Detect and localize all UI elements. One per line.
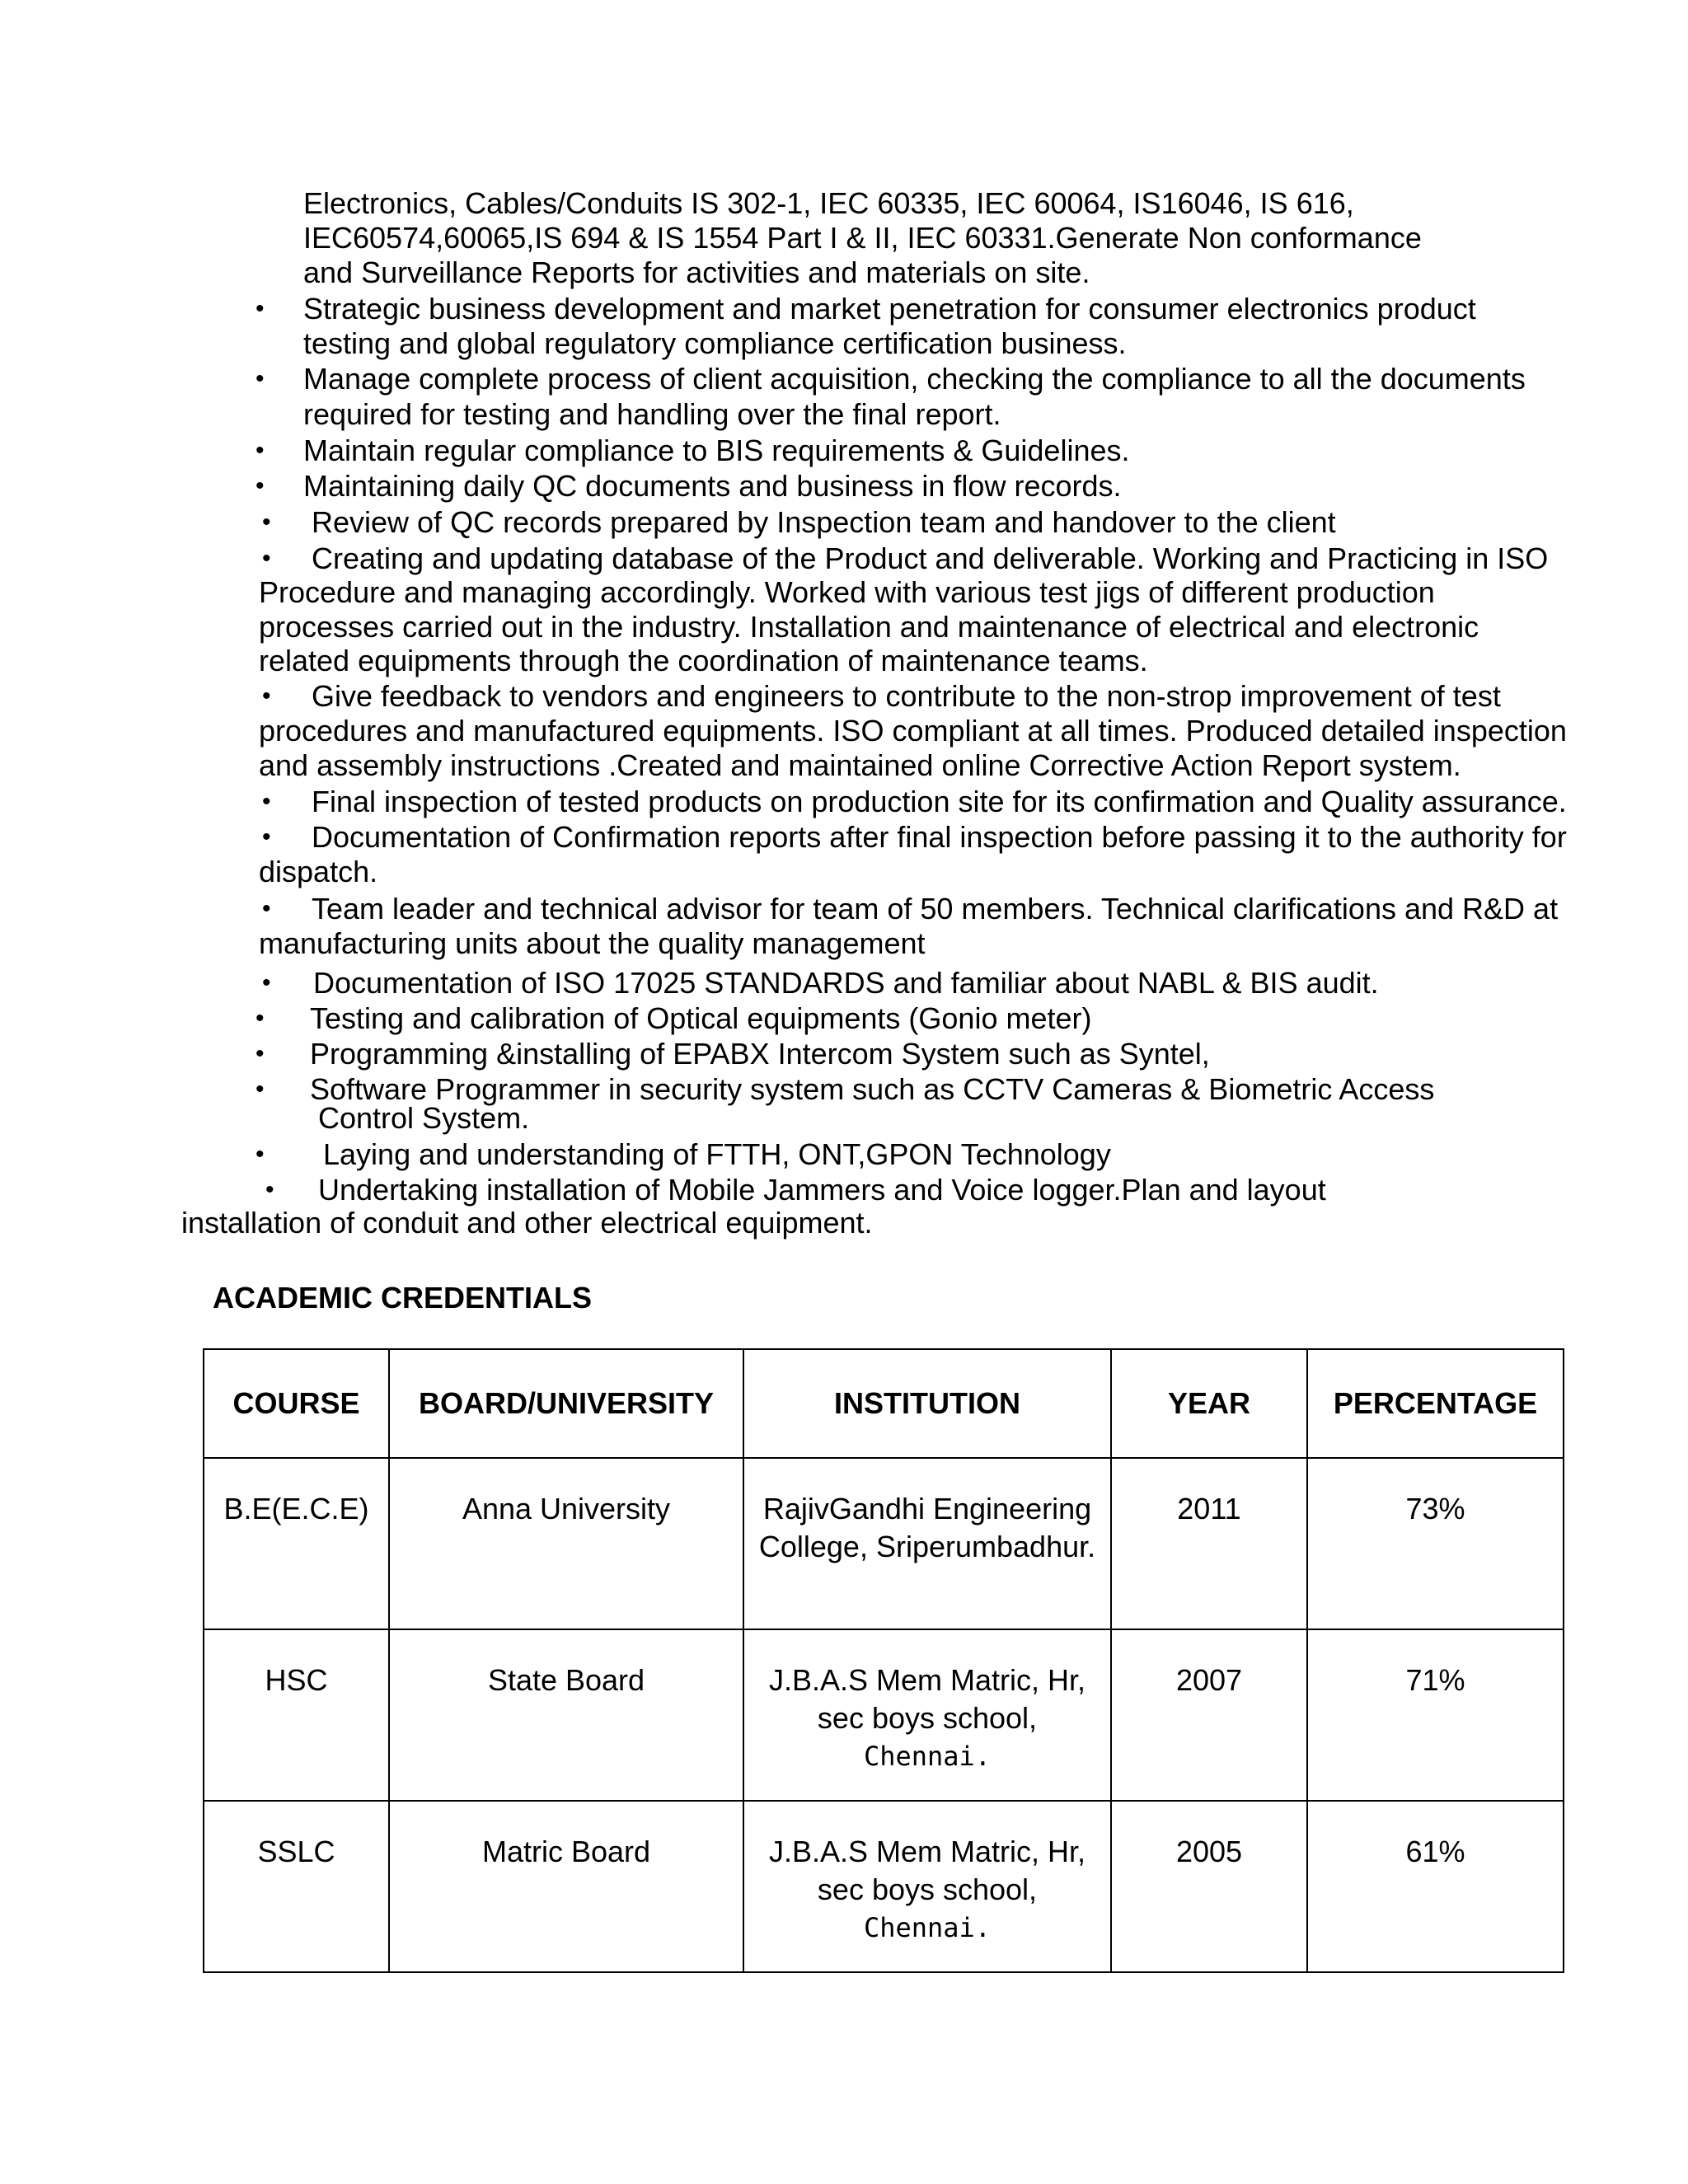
institution-line: College, Sriperumbadhur. <box>758 1530 1096 1563</box>
bullet-icon: • <box>262 823 271 851</box>
bullet-icon: • <box>256 437 265 464</box>
experience-line: and assembly instructions .Created and maintained online Corrective Action Report system. <box>259 748 1461 782</box>
experience-line: Undertaking installation of Mobile Jammers and Voice logger.Plan and layout <box>318 1173 1326 1207</box>
experience-line: procedures and manufactured equipments. ISO compliant at all times. Produced detailed inspection <box>259 714 1567 748</box>
experience-line: required for testing and handling over the final report. <box>303 397 1001 431</box>
table-row <box>204 1629 1564 1801</box>
column-header-institution: INSTITUTION <box>743 1349 1111 1458</box>
institution-cell <box>743 1629 1111 1801</box>
bullet-icon: • <box>256 1076 265 1103</box>
board-cell: Anna University <box>389 1458 743 1629</box>
experience-line: Team leader and technical advisor for team of 50 members. Technical clarifications and R&D at <box>312 892 1559 926</box>
table-header-row <box>204 1349 1564 1458</box>
experience-line: Final inspection of tested products on production site for its confirmation and Quality assurance. <box>312 785 1567 818</box>
experience-line: Control System. <box>318 1101 530 1135</box>
percentage-cell: 73% <box>1307 1458 1564 1629</box>
bullet-icon: • <box>256 1040 265 1067</box>
course-cell: B.E(E.C.E) <box>204 1458 389 1629</box>
column-header-course: COURSE <box>204 1349 389 1458</box>
year-cell: 2007 <box>1111 1629 1307 1801</box>
experience-line: dispatch. <box>259 855 378 888</box>
bullet-icon: • <box>262 969 271 996</box>
experience-line: Maintaining daily QC documents and business in flow records. <box>303 469 1122 503</box>
year-cell: 2011 <box>1111 1458 1307 1629</box>
experience-line: installation of conduit and other electrical equipment. <box>181 1206 873 1240</box>
bullet-icon: • <box>265 1176 274 1203</box>
experience-line: manufacturing units about the quality management <box>259 926 926 960</box>
percentage-cell: 61% <box>1307 1801 1564 1972</box>
percentage-cell: 71% <box>1307 1629 1564 1801</box>
institution-line: J.B.A.S Mem Matric, Hr, <box>768 1663 1086 1697</box>
experience-line: testing and global regulatory compliance certification business. <box>303 326 1127 360</box>
institution-line: Chennai. <box>863 1741 992 1772</box>
institution-line: RajivGandhi Engineering <box>762 1492 1092 1526</box>
bullet-icon: • <box>256 365 265 392</box>
institution-cell <box>743 1801 1111 1972</box>
experience-line: Strategic business development and market penetration for consumer electronics product <box>303 292 1476 326</box>
institution-line: J.B.A.S Mem Matric, Hr, <box>768 1835 1086 1868</box>
bullet-icon: • <box>262 895 271 922</box>
bullet-icon: • <box>256 1141 265 1168</box>
experience-line: IEC60574,60065,IS 694 & IS 1554 Part I & II, IEC 60331.Generate Non conformance <box>303 221 1422 255</box>
bullet-icon: • <box>262 788 271 815</box>
experience-line: Documentation of Confirmation reports after final inspection before passing it to the authority for <box>312 820 1567 854</box>
bullet-icon: • <box>262 682 271 710</box>
experience-line: Maintain regular compliance to BIS requirements & Guidelines. <box>303 434 1130 467</box>
experience-line: Laying and understanding of FTTH, ONT,GPON Technology <box>323 1137 1111 1171</box>
column-header-board: BOARD/UNIVERSITY <box>389 1349 743 1458</box>
experience-line: processes carried out in the industry. Installation and maintenance of electrical and electronic <box>259 610 1479 644</box>
section-heading-academic: ACADEMIC CREDENTIALS <box>213 1281 593 1315</box>
year-cell: 2005 <box>1111 1801 1307 1972</box>
experience-line: Creating and updating database of the Product and deliverable. Working and Practicing in ISO <box>312 541 1549 575</box>
bullet-icon: • <box>256 1005 265 1032</box>
course-cell: HSC <box>204 1629 389 1801</box>
institution-cell <box>743 1458 1111 1629</box>
board-cell: Matric Board <box>389 1801 743 1972</box>
column-header-year: YEAR <box>1111 1349 1307 1458</box>
experience-line: related equipments through the coordination of maintenance teams. <box>259 644 1148 677</box>
course-cell: SSLC <box>204 1801 389 1972</box>
experience-line: Procedure and managing accordingly. Worked with various test jigs of different production <box>259 575 1435 609</box>
experience-line: Electronics, Cables/Conduits IS 302-1, IEC 60335, IEC 60064, IS16046, IS 616, <box>303 186 1354 220</box>
column-header-percentage: PERCENTAGE <box>1307 1349 1564 1458</box>
institution-line: sec boys school, <box>817 1872 1038 1906</box>
academic-credentials-table <box>203 1348 1564 1973</box>
experience-line: Give feedback to vendors and engineers to contribute to the non-strop improvement of test <box>312 679 1501 713</box>
bullet-icon: • <box>262 509 271 536</box>
bullet-icon: • <box>256 295 265 322</box>
table-row <box>204 1458 1564 1629</box>
experience-line: Testing and calibration of Optical equipments (Gonio meter) <box>310 1001 1092 1035</box>
experience-line: Manage complete process of client acquisition, checking the compliance to all the documents <box>303 362 1526 396</box>
institution-line: Chennai. <box>863 1912 992 1943</box>
bullet-icon: • <box>262 545 271 572</box>
table-row <box>204 1801 1564 1972</box>
experience-line: and Surveillance Reports for activities and materials on site. <box>303 255 1090 289</box>
experience-line: Review of QC records prepared by Inspection team and handover to the client <box>312 505 1336 539</box>
experience-line: Documentation of ISO 17025 STANDARDS and familiar about NABL & BIS audit. <box>313 966 1379 1000</box>
experience-line: Programming &installing of EPABX Intercom System such as Syntel, <box>310 1037 1210 1071</box>
bullet-icon: • <box>256 472 265 499</box>
institution-line: sec boys school, <box>817 1701 1038 1735</box>
board-cell: State Board <box>389 1629 743 1801</box>
experience-line: Software Programmer in security system such as CCTV Cameras & Biometric Access <box>310 1072 1435 1106</box>
